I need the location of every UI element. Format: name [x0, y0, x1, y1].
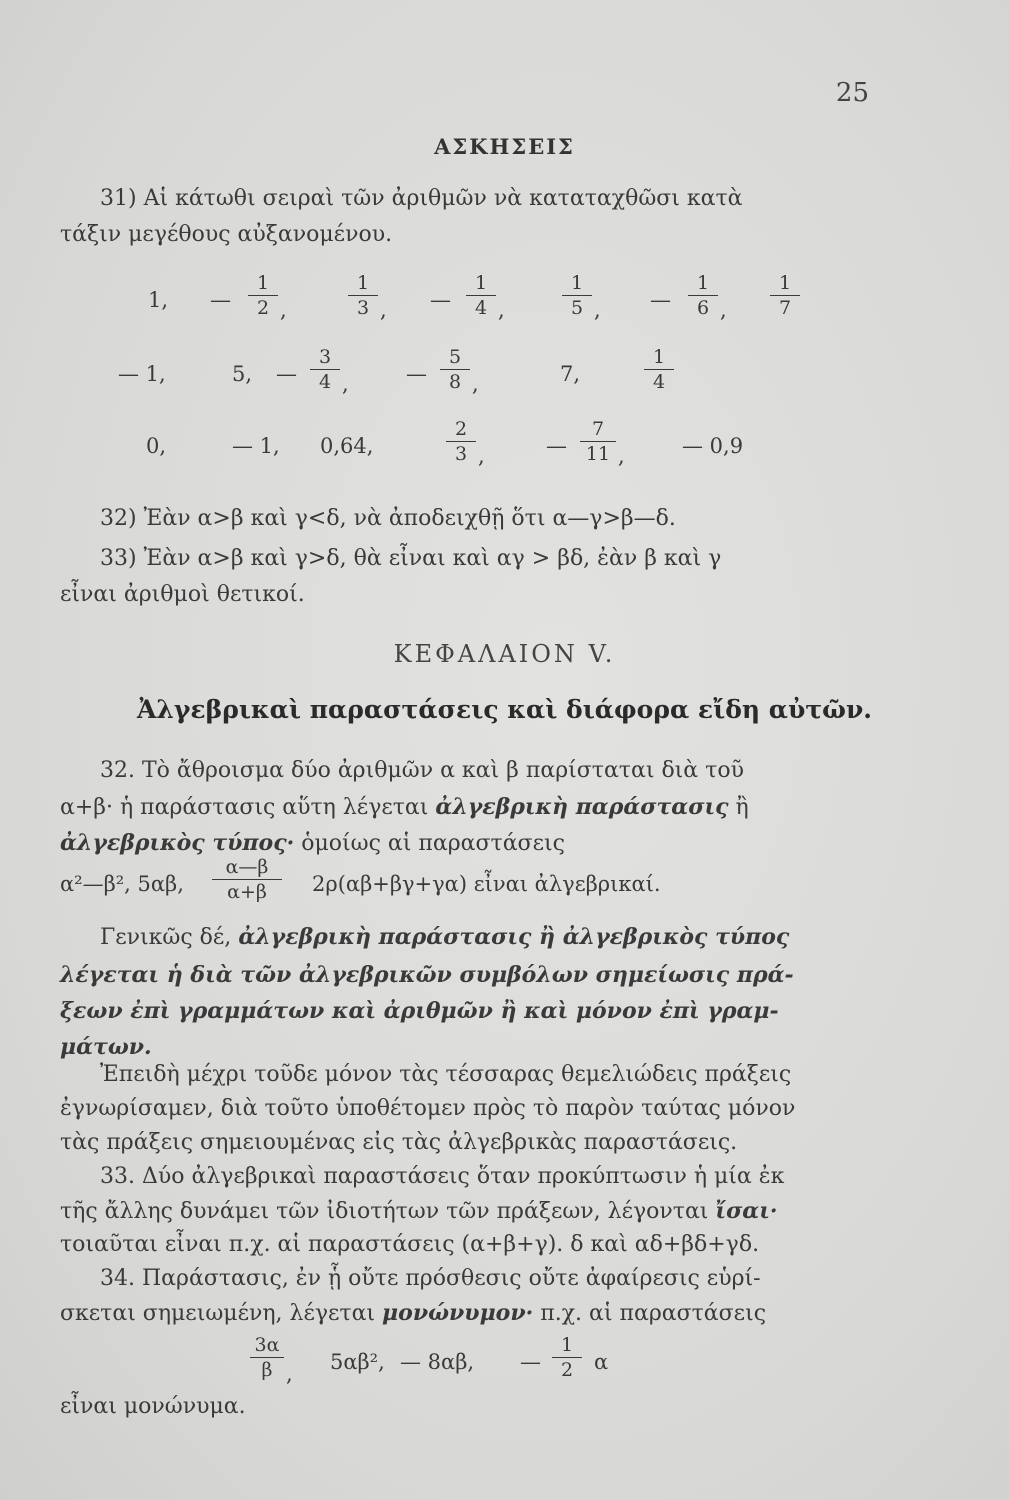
row3-fraction-5: 7 11 — [580, 418, 616, 465]
exercise-31-line-1: 31) Αἱ κάτωθι σειραὶ τῶν ἀριθμῶν νὰ καταταχθῶσι κατὰ — [100, 186, 743, 211]
since-line-3: τὰς πράξεις σημειουμένας εἰς τὰς ἀλγεβρικὰς παραστάσεις. — [60, 1130, 738, 1155]
general-line-3: ξεων ἐπὶ γραμμάτων καὶ ἀριθμῶν ἢ καὶ μόνον ἐπὶ γραμ- — [60, 998, 779, 1024]
chapter-heading: ΚΕΦΑΛΑΙΟΝ V. — [393, 640, 616, 668]
row2-term-5: 7, — [560, 362, 581, 386]
row3-term-6: — 0,9 — [682, 434, 744, 458]
para-34-line-4: εἶναι μονώνυμα. — [60, 1394, 246, 1419]
exercise-31-line-2: τάξιν μεγέθους αὐξανομένου. — [60, 222, 393, 247]
exercise-33-line-2: εἶναι ἀριθμοὶ θετικοί. — [60, 582, 305, 607]
para-33-line-1: 33. Δύο ἀλγεβρικαὶ παραστάσεις ὅταν προκύπτωσιν ἡ μία ἐκ — [100, 1164, 785, 1189]
general-line-4: μάτων. — [60, 1034, 152, 1060]
row3-comma-4: , — [478, 444, 485, 468]
example-minus-4: — — [520, 1350, 541, 1374]
row3-comma-5: , — [618, 444, 625, 468]
row2-comma-3: , — [342, 372, 349, 396]
row3-term-2: — 1, — [232, 434, 280, 458]
formula-term-2: 2ρ(αβ+βγ+γα) εἶναι ἀλγεβρικαί. — [312, 872, 661, 896]
example-term-5: α — [594, 1350, 609, 1374]
row3-term-3: 0,64, — [320, 434, 374, 458]
row1-comma-3: , — [380, 298, 387, 322]
row1-minus-4: — — [430, 288, 451, 312]
row2-term-2: 5, — [232, 362, 253, 386]
row3-fraction-4: 2 3 — [446, 418, 476, 465]
row1-fraction-4: 1 4 — [466, 272, 496, 319]
para-34-line-2: σκεται σημειωμένη, λέγεται μονώνυμον· π.χ. αἱ παραστάσεις — [60, 1300, 767, 1326]
row3-minus-5: — — [546, 434, 567, 458]
row2-comma-4: , — [472, 372, 479, 396]
row1-fraction-7: 1 7 — [770, 272, 800, 319]
row1-fraction-3: 1 3 — [348, 272, 378, 319]
para-32-line-2: α+β· ἡ παράστασις αὕτη λέγεται ἀλγεβρικὴ παράστασις ἢ — [60, 794, 749, 820]
para-34-line-1: 34. Παράστασις, ἐν ᾗ οὔτε πρόσθεσις οὔτε ἀφαίρεσις εὑρί- — [100, 1266, 761, 1291]
formula-term-1: α²—β², 5αβ, — [60, 872, 184, 896]
example-fraction-4: 1 2 — [552, 1334, 582, 1381]
general-line-2: λέγεται ἡ διὰ τῶν ἀλγεβρικῶν συμβόλων σημείωσις πρά- — [60, 962, 794, 988]
example-term-2: 5αβ², — [330, 1350, 385, 1374]
row3-term-1: 0, — [146, 434, 167, 458]
row1-minus-2: — — [210, 288, 231, 312]
row1-comma-5: , — [594, 298, 601, 322]
chapter-title: Ἀλγεβρικαὶ παραστάσεις καὶ διάφορα εἴδη αὐτῶν. — [136, 695, 873, 724]
section-heading: ΑΣΚΗΣΕΙΣ — [434, 134, 575, 159]
row1-comma-6: , — [720, 298, 727, 322]
para-33-line-3: τοιαῦται εἶναι π.χ. αἱ παραστάσεις (α+β+γ). δ καὶ αδ+βδ+γδ. — [60, 1232, 760, 1257]
since-line-1: Ἐπειδὴ μέχρι τοῦδε μόνον τὰς τέσσαρας θεμελιώδεις πράξεις — [100, 1062, 792, 1087]
para-32-line-1: 32. Τὸ ἄθροισμα δύο ἀριθμῶν α καὶ β παρίσταται διὰ τοῦ — [100, 758, 744, 783]
para-33-line-2: τῆς ἄλλης δυνάμει τῶν ἰδιοτήτων τῶν πράξεων, λέγονται ἴσαι· — [60, 1198, 778, 1224]
para-32-line-3: ἀλγεβρικὸς τύπος· ὁμοίως αἱ παραστάσεις — [60, 830, 565, 856]
row1-fraction-6: 1 6 — [688, 272, 718, 319]
row2-fraction-4: 5 8 — [440, 346, 470, 393]
row2-minus-3: — — [276, 362, 297, 386]
row2-minus-4: — — [406, 362, 427, 386]
exercise-32: 32) Ἐὰν α>β καὶ γ<δ, νὰ ἀποδειχθῇ ὅτι α—γ>β—δ. — [100, 506, 676, 531]
row2-fraction-3: 3 4 — [310, 346, 340, 393]
general-line-1: Γενικῶς δέ, ἀλγεβρικὴ παράστασις ἢ ἀλγεβρικὸς τύπος — [100, 924, 790, 950]
since-line-2: ἐγνωρίσαμεν, διὰ τοῦτο ὑποθέτομεν πρὸς τὸ παρὸν ταύτας μόνον — [60, 1096, 796, 1121]
row1-minus-6: — — [650, 288, 671, 312]
row2-fraction-6: 1 4 — [644, 346, 674, 393]
row1-term-1: 1, — [148, 288, 169, 312]
page-number: 25 — [835, 78, 869, 108]
example-comma-1: , — [286, 1362, 293, 1386]
exercise-33-line-1: 33) Ἐὰν α>β καὶ γ>δ, θὰ εἶναι καὶ αγ > βδ, ἐὰν β καὶ γ — [100, 546, 722, 571]
row2-term-1: — 1, — [118, 362, 166, 386]
row1-comma-2: , — [280, 298, 287, 322]
example-fraction-1: 3α β — [250, 1334, 284, 1381]
row1-fraction-2: 1 2 — [248, 272, 278, 319]
example-term-3: — 8αβ, — [400, 1350, 475, 1374]
row1-comma-4: , — [498, 298, 505, 322]
row1-fraction-5: 1 5 — [562, 272, 592, 319]
formula-fraction: α—β α+β — [212, 856, 282, 903]
